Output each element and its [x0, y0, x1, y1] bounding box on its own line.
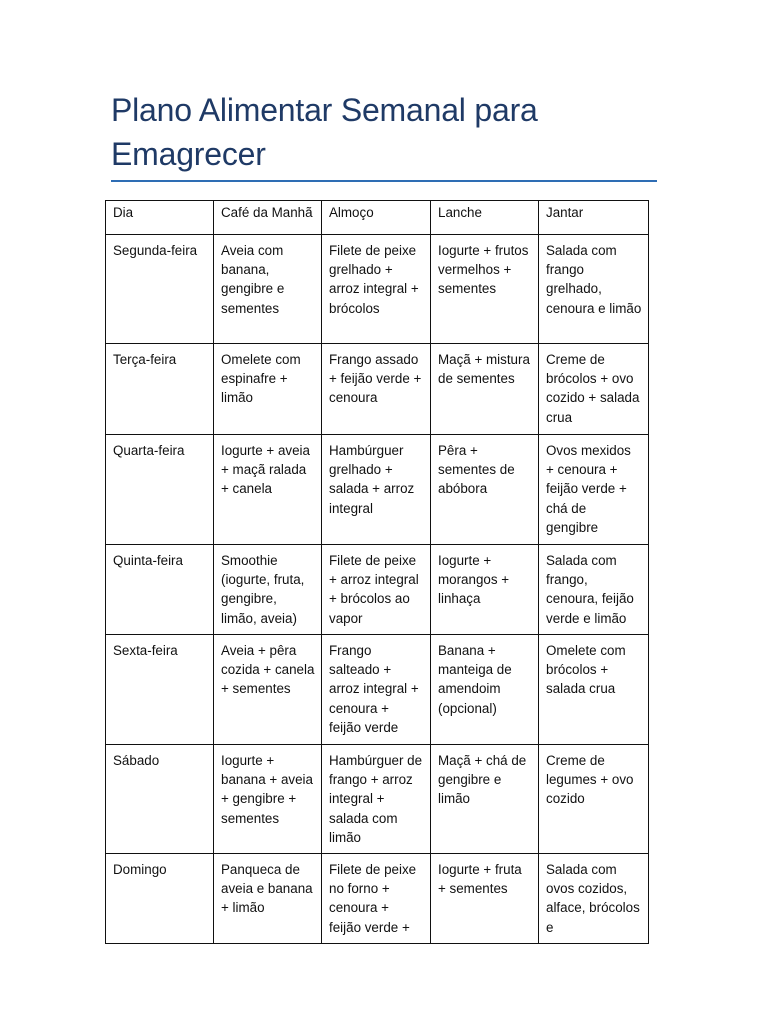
- cell-snack: Iogurte + morangos + linhaça: [431, 545, 539, 635]
- cell-dinner: Creme de brócolos + ovo cozido + salada crua: [539, 344, 649, 435]
- cell-dinner: Creme de legumes + ovo cozido: [539, 745, 649, 854]
- cell-snack: Iogurte + frutos vermelhos + sementes: [431, 235, 539, 344]
- cell-snack: Maçã + chá de gengibre e limão: [431, 745, 539, 854]
- cell-breakfast: Panqueca de aveia e banana + limão: [214, 854, 322, 944]
- table-row: [106, 344, 649, 435]
- cell-breakfast: Iogurte + banana + aveia + gengibre + sementes: [214, 745, 322, 854]
- cell-lunch: Filete de peixe + arroz integral + brócolos ao vapor: [322, 545, 431, 635]
- cell-snack: Banana + manteiga de amendoim (opcional): [431, 635, 539, 745]
- document-title: Plano Alimentar Semanal para Emagrecer: [111, 92, 538, 172]
- table-row: [106, 545, 649, 635]
- cell-day: Sábado: [106, 745, 214, 854]
- header-day: Dia: [106, 201, 214, 235]
- cell-lunch: Frango assado + feijão verde + cenoura: [322, 344, 431, 435]
- table-row: [106, 854, 649, 944]
- title-divider: [111, 180, 657, 182]
- table-row: [106, 235, 649, 344]
- cell-snack: Maçã + mistura de sementes: [431, 344, 539, 435]
- cell-breakfast: Aveia + pêra cozida + canela + sementes: [214, 635, 322, 745]
- cell-dinner: Salada com frango, cenoura, feijão verde e limão: [539, 545, 649, 635]
- cell-lunch: Hambúrguer de frango + arroz integral + salada com limão: [322, 745, 431, 854]
- table-row: [106, 435, 649, 545]
- header-snack: Lanche: [431, 201, 539, 235]
- meal-plan-table: [105, 200, 649, 944]
- cell-day: Quarta-feira: [106, 435, 214, 545]
- cell-dinner: Salada com ovos cozidos, alface, brócolos e: [539, 854, 649, 944]
- header-breakfast: Café da Manhã: [214, 201, 322, 235]
- cell-day: Quinta-feira: [106, 545, 214, 635]
- cell-lunch: Filete de peixe no forno + cenoura + feijão verde +: [322, 854, 431, 944]
- header-lunch: Almoço: [322, 201, 431, 235]
- table-row: [106, 635, 649, 745]
- cell-dinner: Omelete com brócolos + salada crua: [539, 635, 649, 745]
- header-dinner: Jantar: [539, 201, 649, 235]
- cell-snack: Iogurte + fruta + sementes: [431, 854, 539, 944]
- cell-lunch: Filete de peixe grelhado + arroz integral + brócolos: [322, 235, 431, 344]
- cell-day: Domingo: [106, 854, 214, 944]
- cell-day: Sexta-feira: [106, 635, 214, 745]
- cell-day: Terça-feira: [106, 344, 214, 435]
- cell-dinner: Ovos mexidos + cenoura + feijão verde + chá de gengibre: [539, 435, 649, 545]
- cell-breakfast: Smoothie (iogurte, fruta, gengibre, limão, aveia): [214, 545, 322, 635]
- cell-lunch: Frango salteado + arroz integral + cenoura + feijão verde: [322, 635, 431, 745]
- table-row: [106, 745, 649, 854]
- cell-breakfast: Iogurte + aveia + maçã ralada + canela: [214, 435, 322, 545]
- table-header-row: [106, 201, 649, 235]
- cell-lunch: Hambúrguer grelhado + salada + arroz integral: [322, 435, 431, 545]
- cell-day: Segunda-feira: [106, 235, 214, 344]
- cell-breakfast: Omelete com espinafre + limão: [214, 344, 322, 435]
- cell-snack: Pêra + sementes de abóbora: [431, 435, 539, 545]
- cell-dinner: Salada com frango grelhado, cenoura e limão: [539, 235, 649, 344]
- cell-breakfast: Aveia com banana, gengibre e sementes: [214, 235, 322, 344]
